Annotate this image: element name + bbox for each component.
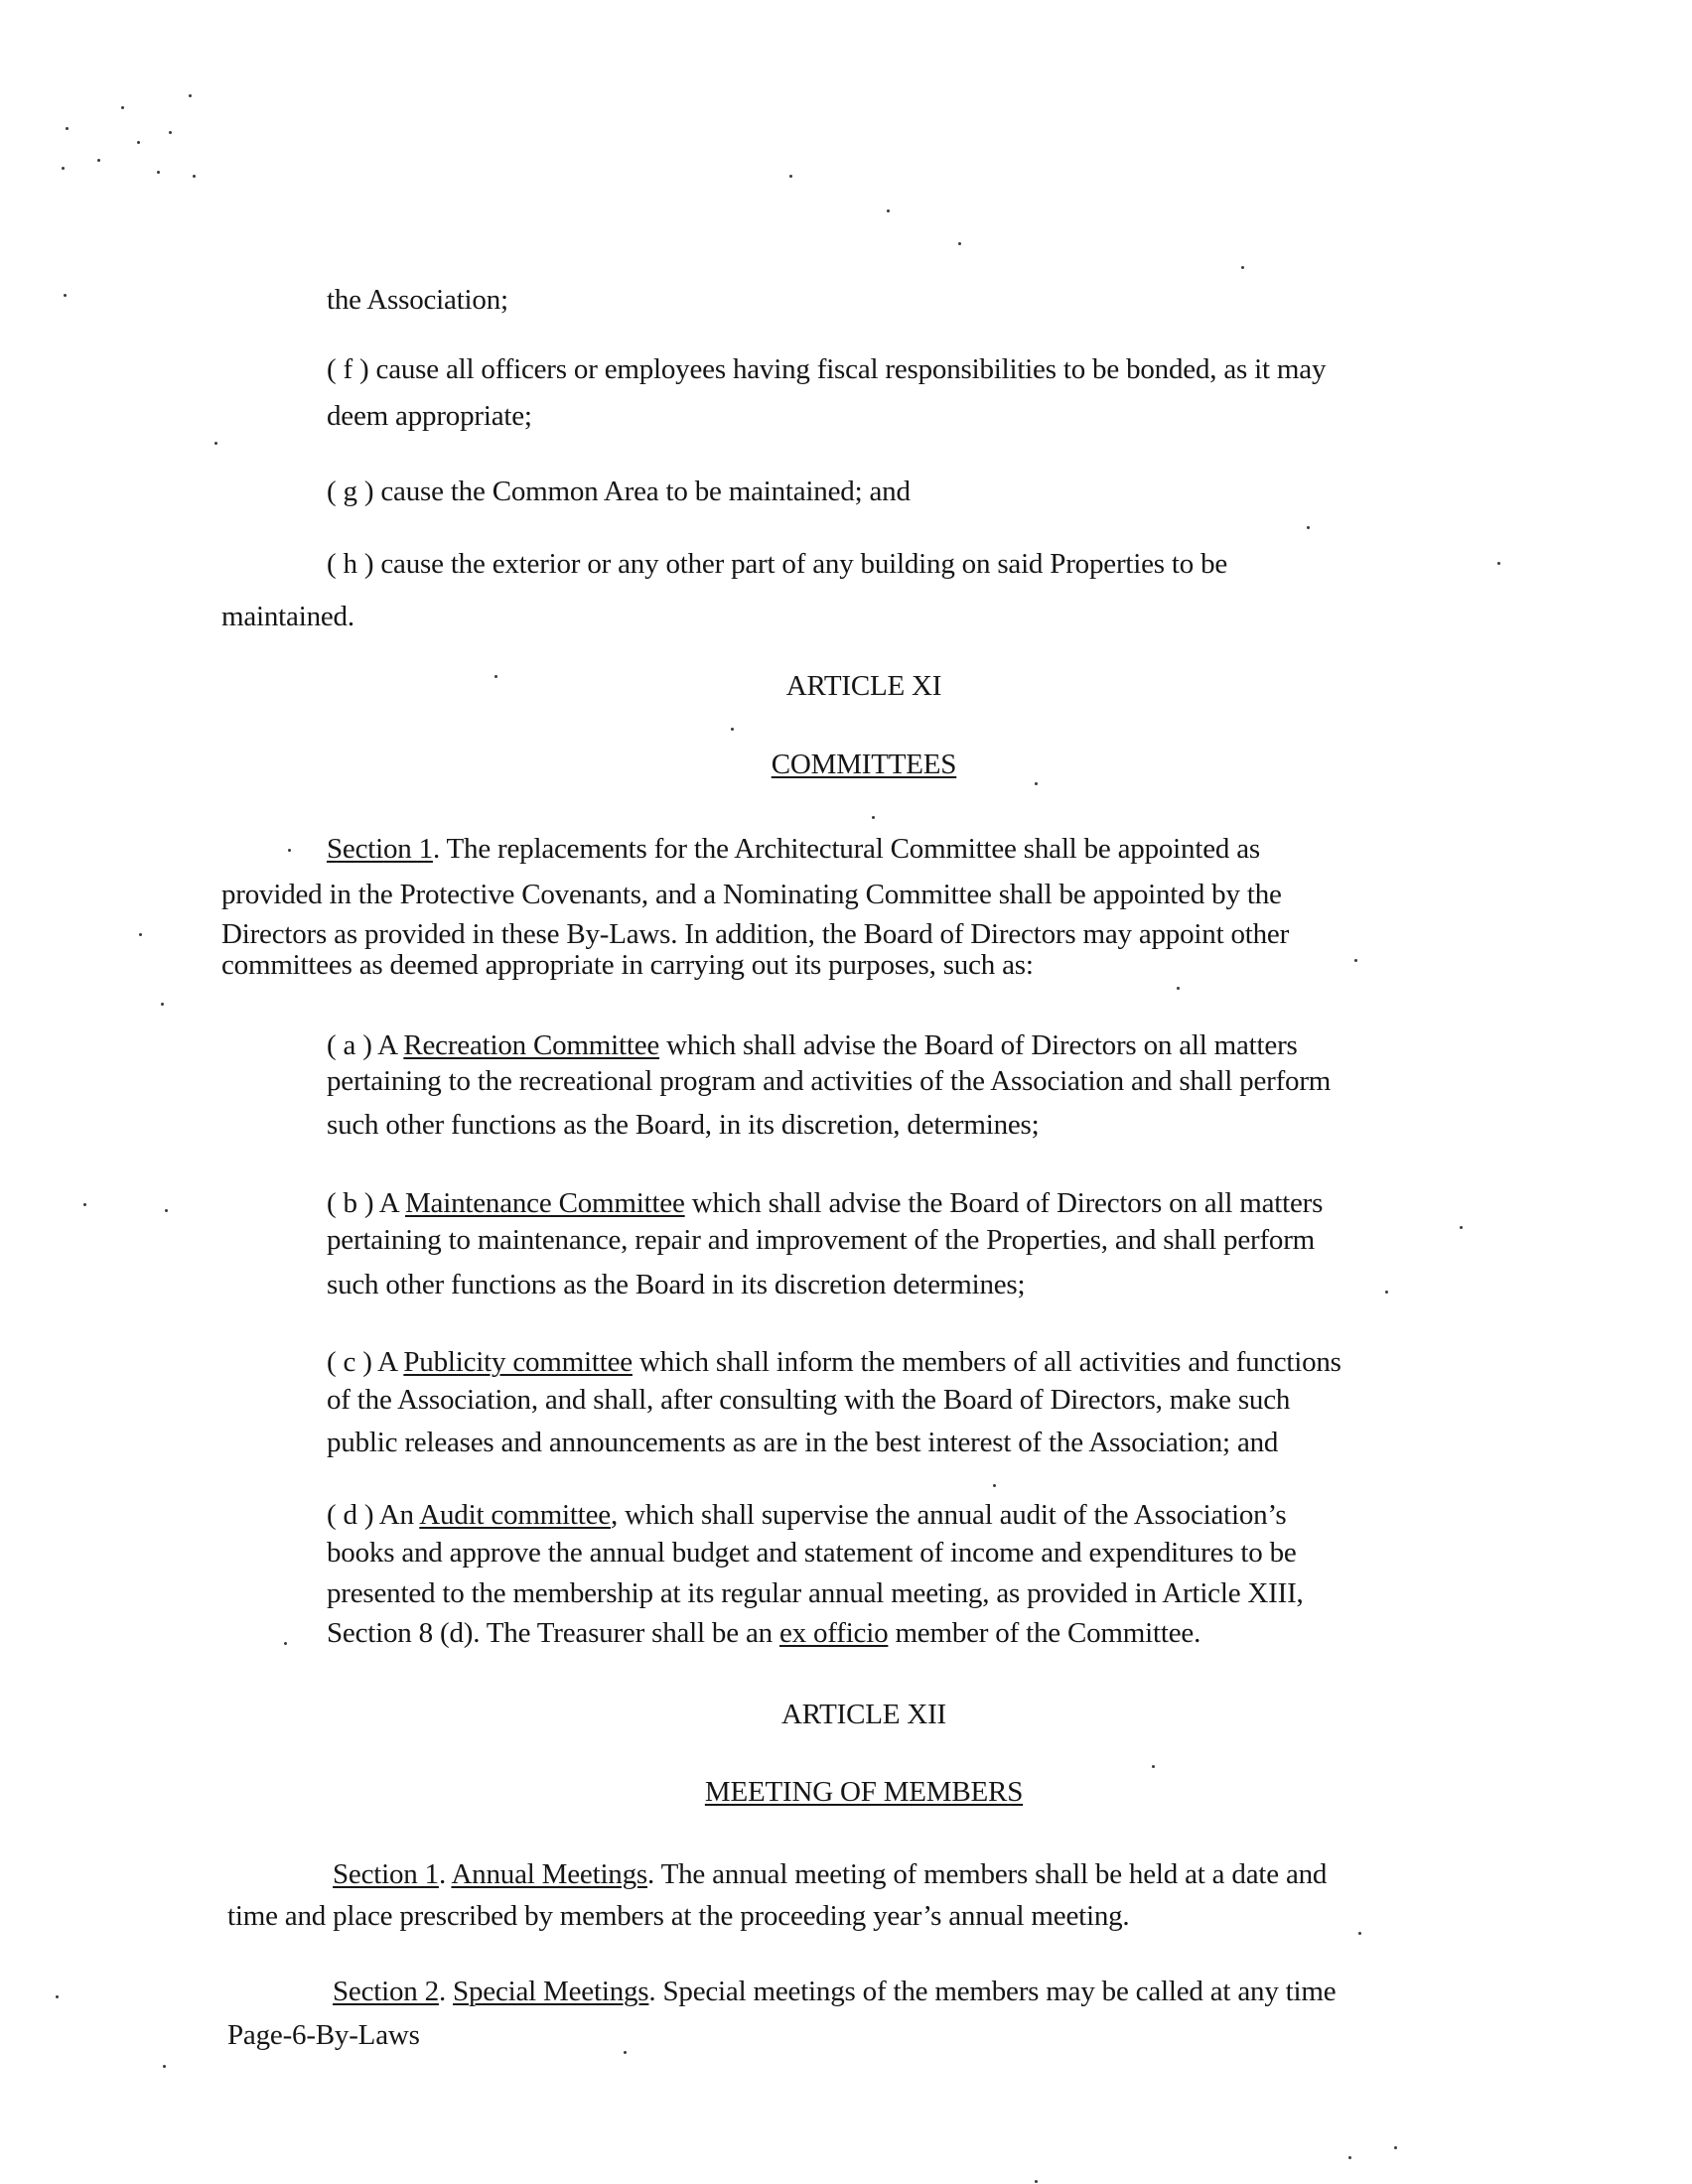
item-c-name: Publicity committee [403, 1346, 633, 1378]
item-a-line-2: pertaining to the recreational program and activities of the Association and shall perform [327, 1065, 1332, 1097]
item-d-line-3: presented to the membership at its regular annual meeting, as provided in Article XIII, [327, 1577, 1304, 1609]
item-f-line-2: deem appropriate; [327, 400, 532, 432]
page-footer: Page-6-By-Laws [227, 2019, 420, 2051]
ex-officio-term: ex officio [778, 1617, 889, 1649]
item-h-line-2: maintained. [221, 601, 354, 632]
annual-meetings-heading: Annual Meetings [451, 1858, 647, 1890]
art12-section-1-text: . The annual meeting of members shall be held at a date and [647, 1858, 1328, 1890]
item-d-name: Audit committee [419, 1499, 611, 1531]
item-d-text: , which shall supervise the annual audit of the Association’s [610, 1499, 1287, 1531]
art12-section-1-label: Section 1 [333, 1858, 439, 1890]
item-a-line-3: such other functions as the Board, in its discretion, determines; [327, 1109, 1040, 1141]
item-b-name: Maintenance Committee [404, 1187, 685, 1219]
art11-section-1-label: Section 1 [327, 833, 433, 865]
art12-section-1-dot: . [438, 1858, 452, 1890]
item-g: ( g ) cause the Common Area to be maintained; and [327, 476, 911, 507]
item-d-line-4-a: Section 8 (d). The Treasurer shall be an [327, 1617, 779, 1649]
art12-section-2-line-1 [333, 1975, 1336, 2008]
article-xi-title [0, 748, 1692, 781]
art11-section-1-line-2: provided in the Protective Covenants, and a Nominating Committee shall be appointed by the [221, 879, 1282, 910]
art12-section-2-label: Section 2 [333, 1976, 439, 2007]
item-h-line-1: ( h ) cause the exterior or any other part of any building on said Properties to be [327, 548, 1228, 580]
item-b-prefix: ( b ) A [327, 1187, 405, 1219]
item-c-line-3: public releases and announcements as are in the best interest of the Association; and [327, 1427, 1279, 1458]
article-xii-title-text: MEETING OF MEMBERS [704, 1776, 1024, 1808]
item-a-text: which shall advise the Board of Directors on all matters [659, 1029, 1298, 1061]
article-xi-title-text: COMMITTEES [771, 749, 957, 780]
item-b-line-3: such other functions as the Board in its discretion determines; [327, 1269, 1026, 1300]
item-d-line-4-b: member of the Committee. [888, 1617, 1201, 1649]
art12-section-2-dot: . [438, 1976, 454, 2007]
item-d-prefix: ( d ) An [327, 1499, 420, 1531]
art11-section-1-text: . The replacements for the Architectural Committee shall be appointed as [432, 833, 1260, 865]
article-xi-heading: ARTICLE XI [785, 670, 942, 702]
item-a-line-1 [327, 1028, 1298, 1062]
item-a-prefix: ( a ) A [327, 1029, 404, 1061]
item-d-line-2: books and approve the annual budget and statement of income and expenditures to be [327, 1537, 1297, 1569]
art11-section-1-line-3: Directors as provided in these By-Laws. In addition, the Board of Directors may appoint other [221, 918, 1290, 950]
art12-section-1-line-1 [333, 1857, 1327, 1891]
item-c-text: which shall inform the members of all activities and functions [632, 1346, 1341, 1378]
art12-section-2-text: . Special meetings of the members may be called at any time [648, 1976, 1337, 2007]
item-b-line-2: pertaining to maintenance, repair and improvement of the Properties, and shall perform [327, 1224, 1316, 1256]
art11-section-1-line-4: committees as deemed appropriate in carrying out its purposes, such as: [221, 949, 1034, 981]
item-d-line-4 [327, 1616, 1200, 1650]
article-xii-heading: ARTICLE XII [781, 1699, 946, 1730]
art12-section-1-line-2: time and place prescribed by members at the proceeding year’s annual meeting. [227, 1900, 1130, 1932]
item-c-line-1 [327, 1345, 1341, 1379]
item-f-line-1: ( f ) cause all officers or employees having fiscal responsibilities to be bonded, as it may [327, 353, 1327, 385]
item-a-name: Recreation Committee [403, 1029, 660, 1061]
item-b-text: which shall advise the Board of Directors on all matters [684, 1187, 1324, 1219]
art11-section-1-line-1 [327, 832, 1260, 866]
item-c-prefix: ( c ) A [327, 1346, 404, 1378]
item-b-line-1 [327, 1186, 1323, 1220]
article-xii-title [0, 1775, 1692, 1809]
item-d-line-1 [327, 1498, 1286, 1532]
continuation-line: the Association; [327, 284, 508, 316]
item-c-line-2: of the Association, and shall, after consulting with the Board of Directors, make such [327, 1384, 1291, 1416]
special-meetings-heading: Special Meetings [453, 1976, 649, 2007]
